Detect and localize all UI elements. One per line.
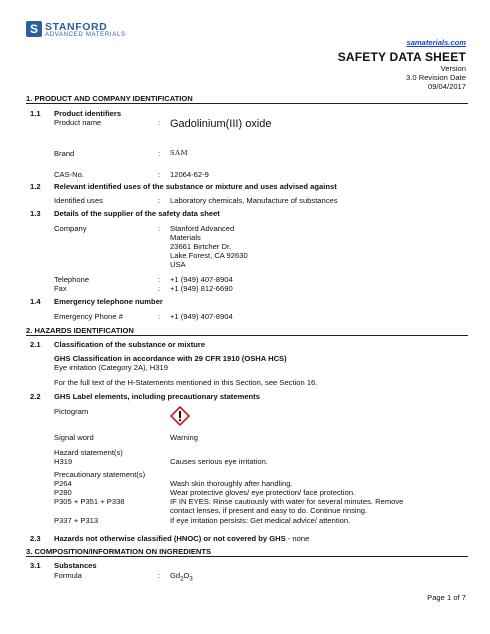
signal-word-value: Warning xyxy=(170,433,198,442)
colon: : xyxy=(158,170,161,179)
subsection-number: 2.2 xyxy=(30,392,41,401)
colon: : xyxy=(158,149,161,158)
hazard-statements-label: Hazard statement(s) xyxy=(54,448,123,457)
precautionary-text: IF IN EYES: Rinse cautiously with water for several minutes. Remove xyxy=(170,497,404,506)
telephone-value: +1 (949) 407-8904 xyxy=(170,275,233,284)
version-label: Version xyxy=(440,64,466,73)
company-address-line: Materials xyxy=(170,233,201,242)
product-name-value: Gadolinium(III) oxide xyxy=(170,118,272,130)
subsection-title: Product identifiers xyxy=(54,109,122,118)
formula-part: Gd xyxy=(170,571,181,580)
full-text-note: For the full text of the H-Statements mentioned in this Section, see Section 16. xyxy=(54,378,318,387)
exclamation-mark-diamond-icon xyxy=(170,406,190,426)
precautionary-text: Wear protective gloves/ eye protection/ face protection. xyxy=(170,488,356,497)
revision-date: 09/04/2017 xyxy=(427,82,466,91)
telephone-label: Telephone xyxy=(54,275,90,284)
subsection-number: 2.3 xyxy=(30,534,41,543)
hnoc-line xyxy=(54,534,309,543)
ghs-classification-value: Eye irritation (Category 2A), H319 xyxy=(54,363,168,372)
identified-uses-value: Laboratory chemicals, Manufacture of substances xyxy=(170,196,338,205)
identified-uses-label: Identified uses xyxy=(54,196,103,205)
subsection-title: GHS Label elements, including precautionary statements xyxy=(54,392,260,401)
subsection-number: 3.1 xyxy=(30,561,41,570)
section-3-title: 3. COMPOSITION/INFORMATION ON INGREDIENTS xyxy=(26,547,212,556)
subsection-number: 1.3 xyxy=(30,209,41,218)
subsection-number: 1.2 xyxy=(30,182,41,191)
formula-subscript: 3 xyxy=(189,576,193,583)
emergency-phone-value: +1 (949) 407-8904 xyxy=(170,312,233,321)
hazard-code: H319 xyxy=(54,457,73,466)
brand-label: Brand xyxy=(54,149,75,158)
fax-value: +1 (949) 812-6690 xyxy=(170,284,233,293)
subsection-title: Substances xyxy=(54,561,97,570)
company-address-line: Lake Forest, CA 92630 xyxy=(170,251,248,260)
formula-value xyxy=(170,571,193,585)
logo-initial: S xyxy=(29,22,38,36)
colon: : xyxy=(158,312,161,321)
precautionary-text: If eye irritation persists: Get medical advice/ attention. xyxy=(170,516,351,525)
colon: : xyxy=(158,275,161,284)
colon: : xyxy=(158,224,161,233)
company-address-line: 23661 Birtcher Dr. xyxy=(170,242,232,251)
formula-part: O xyxy=(183,571,190,580)
signal-word-label: Signal word xyxy=(54,433,94,442)
colon: : xyxy=(158,196,161,205)
section-divider xyxy=(26,556,468,557)
document-title: SAFETY DATA SHEET xyxy=(337,50,466,64)
precautionary-text-continued: contact lenses, if present and easy to do. Continue rinsing. xyxy=(170,506,368,515)
formula-label: Formula xyxy=(54,571,82,580)
company-label: Company xyxy=(54,224,87,233)
precautionary-code: P305 + P351 + P338 xyxy=(54,497,125,506)
hnoc-title: Hazards not otherwise classified (HNOC) or not covered by GHS xyxy=(54,534,286,543)
cas-value: 12064-62-9 xyxy=(170,170,209,179)
subsection-title: Emergency telephone number xyxy=(54,297,163,306)
company-address-line: Stanford Advanced xyxy=(170,224,235,233)
subsection-title: Details of the supplier of the safety data sheet xyxy=(54,209,220,218)
page-number: Page 1 of 7 xyxy=(427,593,466,602)
colon: : xyxy=(158,571,161,580)
ghs-classification-title: GHS Classification in accordance with 29 CFR 1910 (OSHA HCS) xyxy=(54,354,287,363)
emergency-phone-label: Emergency Phone # xyxy=(54,312,123,321)
section-2-title: 2. HAZARDS IDENTIFICATION xyxy=(26,326,134,335)
colon: : xyxy=(158,284,161,293)
product-name-label: Product name xyxy=(54,118,102,127)
subsection-title: Classification of the substance or mixture xyxy=(54,340,206,349)
version-value: 3.0 Revision Date xyxy=(406,73,466,82)
logo-text: STANFORD xyxy=(45,21,108,33)
logo-subtext: ADVANCED MATERIALS xyxy=(45,32,126,38)
subsection-number: 2.1 xyxy=(30,340,41,349)
hazard-text: Causes serious eye irritation. xyxy=(170,457,268,466)
precautionary-label: Precautionary statement(s) xyxy=(54,470,146,479)
cas-label: CAS-No. xyxy=(54,170,84,179)
precautionary-code: P337 + P313 xyxy=(54,516,99,525)
company-address-line: USA xyxy=(170,260,186,269)
section-1-title: 1. PRODUCT AND COMPANY IDENTIFICATION xyxy=(26,94,193,103)
precautionary-text: Wash skin thoroughly after handling. xyxy=(170,479,293,488)
website-link[interactable]: samaterials.com xyxy=(406,38,466,47)
precautionary-code: P264 xyxy=(54,479,72,488)
section-divider xyxy=(26,103,468,104)
formula-subscript: 2 xyxy=(180,576,184,583)
subsection-number: 1.4 xyxy=(30,297,41,306)
hnoc-value: - none xyxy=(285,534,310,543)
subsection-number: 1.1 xyxy=(30,109,41,118)
colon: : xyxy=(158,118,161,127)
pictogram-label: Pictogram xyxy=(54,407,89,416)
subsection-title: Relevant identified uses of the substance or mixture and uses advised against xyxy=(54,182,337,191)
section-divider xyxy=(26,335,468,336)
precautionary-code: P280 xyxy=(54,488,72,497)
fax-label: Fax xyxy=(54,284,67,293)
brand-value: SAM xyxy=(170,149,189,157)
